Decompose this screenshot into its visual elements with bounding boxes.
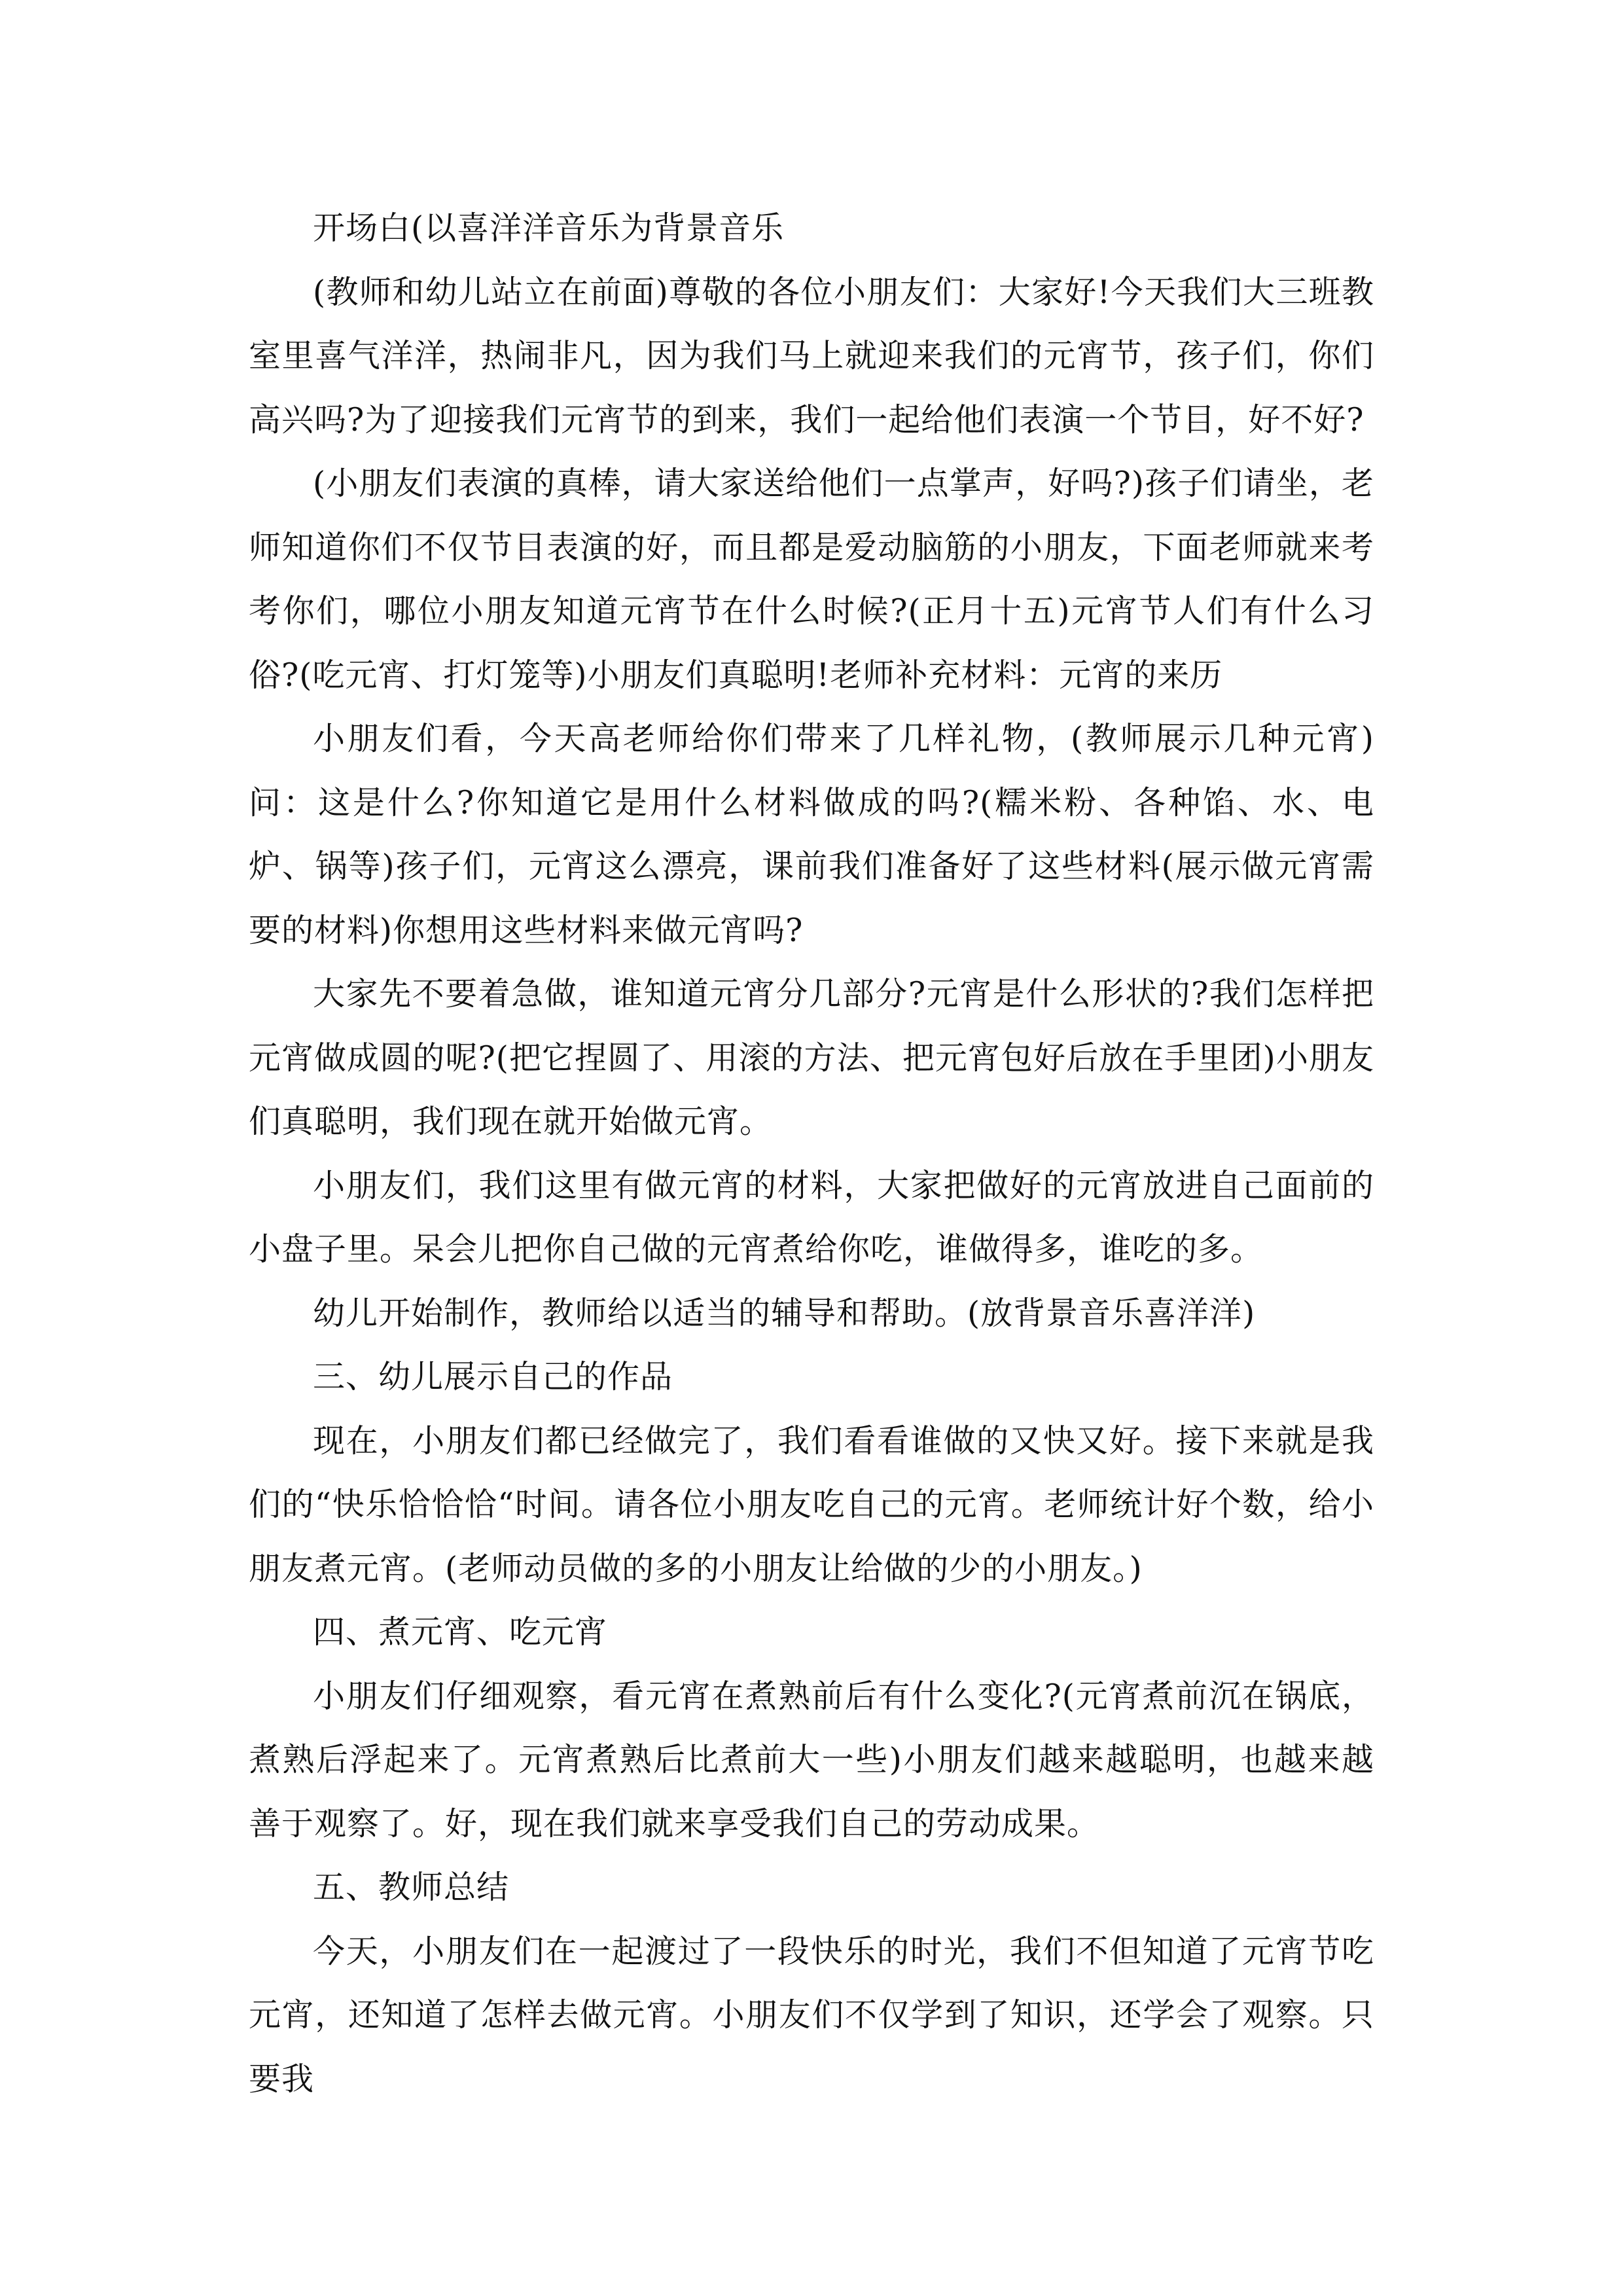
paragraph-showcase: 现在，小朋友们都已经做完了，我们看看谁做的又快又好。接下来就是我们的“快乐恰恰恰“时间。请各位小朋友吃自己的元宵。老师统计好个数，给小朋友煮元宵。(老师动员做的多的小朋友让给做的少的小朋友。) <box>249 1422 1374 1587</box>
document-body <box>249 196 1374 2111</box>
section-heading-summary: 五、教师总结 <box>313 1869 510 1906</box>
paragraph-cooking: 小朋友们仔细观察，看元宵在煮熟前后有什么变化?(元宵煮前沉在锅底，煮熟后浮起来了。元宵煮熟后比煮前大一些)小朋友们越来越聪明，也越来越善于观察了。好，现在我们就来享受我们自己的劳动成果。 <box>249 1677 1374 1842</box>
paragraph-shaping: 大家先不要着急做，谁知道元宵分几部分?元宵是什么形状的?我们怎样把元宵做成圆的呢?(把它捏圆了、用滚的方法、把元宵包好后放在手里团)小朋友们真聪明，我们现在就开始做元宵。 <box>249 975 1374 1140</box>
paragraph-making: 小朋友们，我们这里有做元宵的材料，大家把做好的元宵放进自己面前的小盘子里。呆会儿把你自己做的元宵煮给你吃，谁做得多，谁吃的多。 <box>249 1166 1374 1268</box>
section-heading-cooking: 四、煮元宵、吃元宵 <box>313 1613 608 1651</box>
section-heading-showcase: 三、幼儿展示自己的作品 <box>313 1358 673 1395</box>
paragraph-questions: (小朋友们表演的真棒，请大家送给他们一点掌声，好吗?)孩子们请坐，老师知道你们不仅节目表演的好，而且都是爱动脑筋的小朋友，下面老师就来考考你们，哪位小朋友知道元宵节在什么时候?(正月十五)元宵节人们有什么习俗?(吃元宵、打灯笼等)小朋友们真聪明!老师补充材料：元宵的来历 <box>249 465 1374 694</box>
paragraph-guidance: 幼儿开始制作，教师给以适当的辅导和帮助。(放背景音乐喜洋洋) <box>313 1294 1256 1332</box>
paragraph-materials: 小朋友们看，今天高老师给你们带来了几样礼物，(教师展示几种元宵)问：这是什么?你知道它是用什么材料做成的吗?(糯米粉、各种馅、水、电炉、锅等)孩子们，元宵这么漂亮，课前我们准备好了这些材料(展示做元宵需要的材料)你想用这些材料来做元宵吗? <box>249 720 1374 949</box>
paragraph-opening-remarks: 开场白(以喜洋洋音乐为背景音乐 <box>313 209 785 247</box>
paragraph-greeting: (教师和幼儿站立在前面)尊敬的各位小朋友们：大家好!今天我们大三班教室里喜气洋洋，热闹非凡，因为我们马上就迎来我们的元宵节，孩子们，你们高兴吗?为了迎接我们元宵节的到来，我们一起给他们表演一个节目，好不好? <box>249 273 1374 439</box>
paragraph-summary: 今天，小朋友们在一起渡过了一段快乐的时光，我们不但知道了元宵节吃元宵，还知道了怎样去做元宵。小朋友们不仅学到了知识，还学会了观察。只要我 <box>249 1932 1374 2098</box>
